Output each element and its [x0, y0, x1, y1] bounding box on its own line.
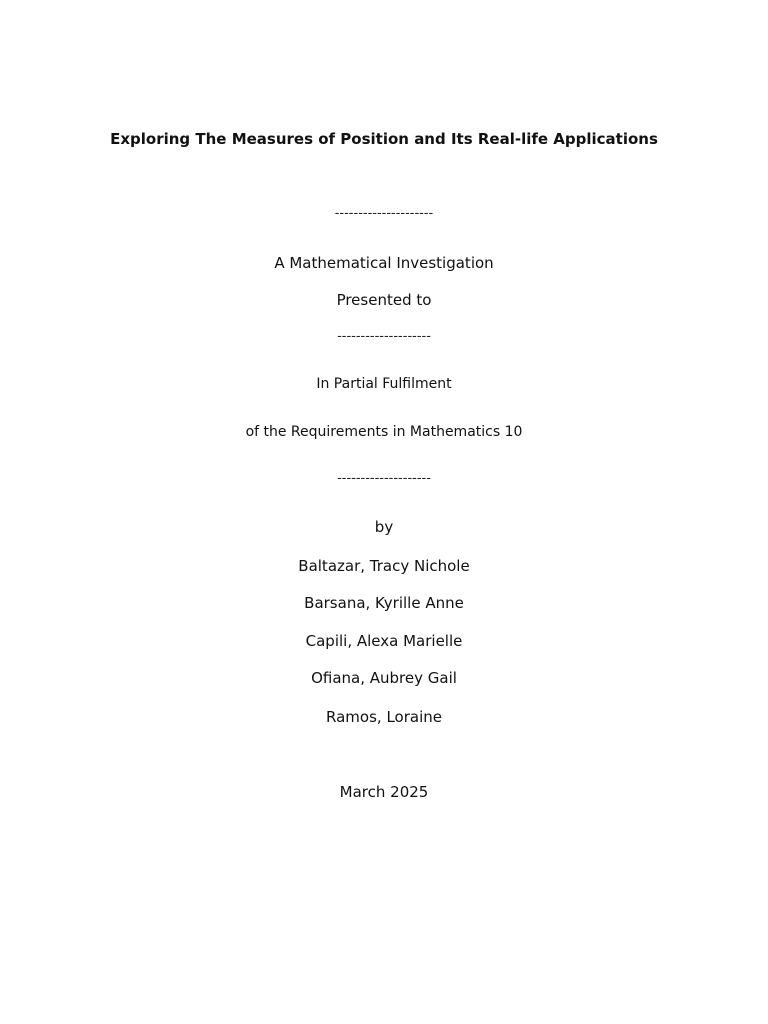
separator-line: -------------------- [337, 471, 431, 486]
presented-to-label: Presented to [336, 291, 432, 309]
by-label: by [374, 518, 394, 536]
author-name: Capili, Alexa Marielle [305, 632, 463, 650]
document-title: Exploring The Measures of Position and Its Real-life Applications [110, 130, 658, 148]
separator-line: --------------------- [334, 206, 434, 221]
fulfilment-text: In Partial Fulfilment [316, 376, 452, 392]
document-date: March 2025 [339, 783, 429, 801]
separator-line: -------------------- [337, 329, 431, 344]
author-name: Ofiana, Aubrey Gail [311, 669, 457, 687]
author-name: Ramos, Loraine [326, 708, 442, 726]
document-subtitle: A Mathematical Investigation [274, 254, 494, 272]
requirements-text: of the Requirements in Mathematics 10 [245, 424, 523, 440]
author-name: Barsana, Kyrille Anne [304, 594, 464, 612]
author-name: Baltazar, Tracy Nichole [298, 557, 470, 575]
